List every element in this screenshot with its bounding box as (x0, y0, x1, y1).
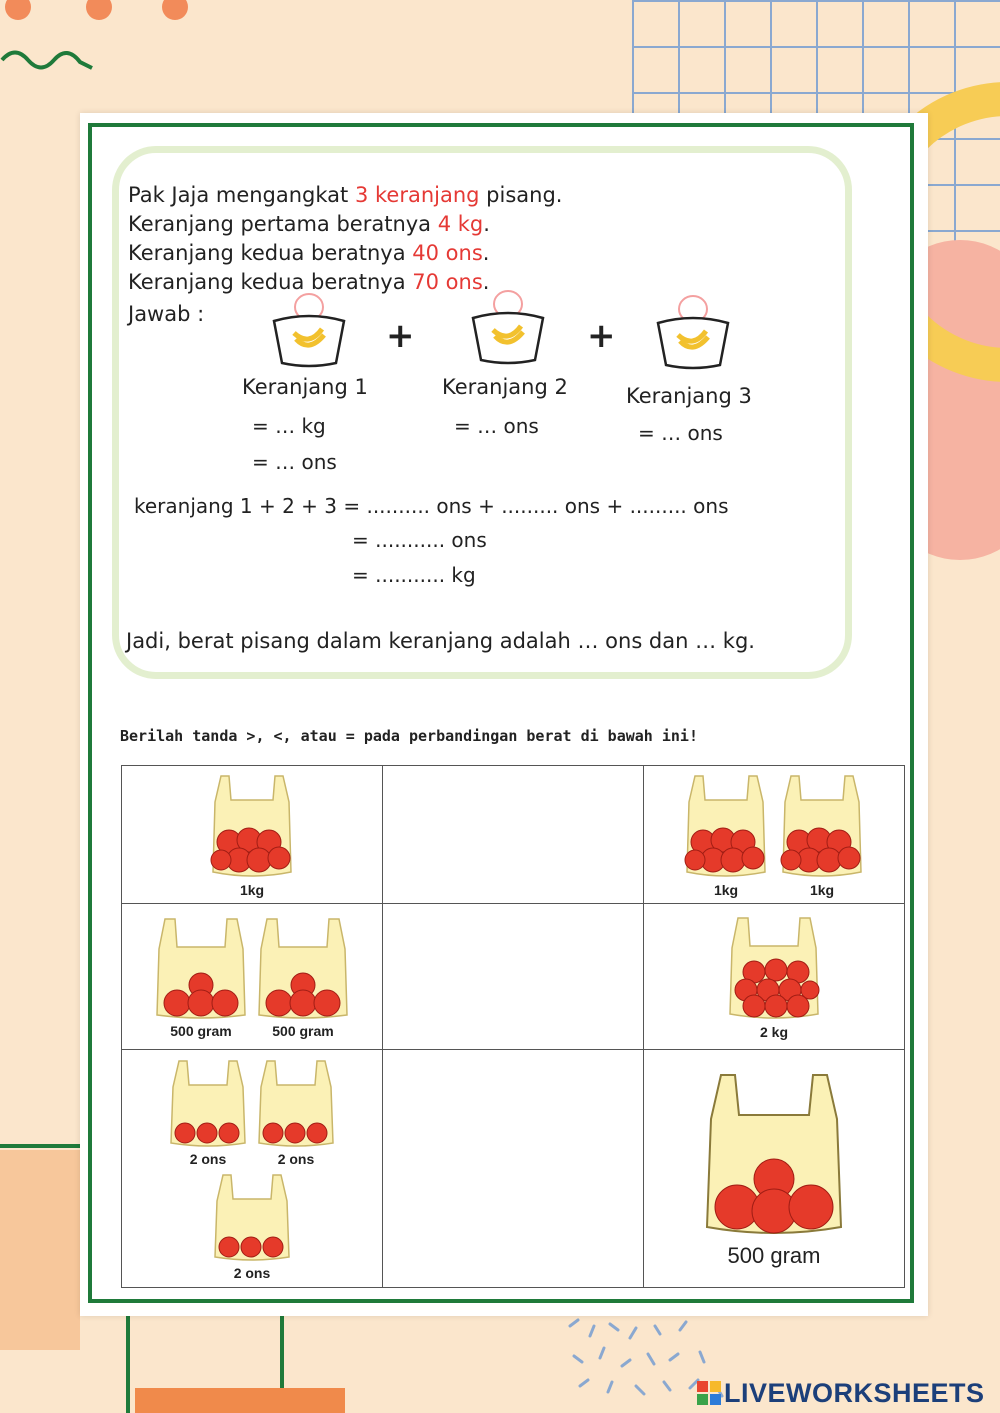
left-cell (122, 904, 383, 1050)
answer-cell[interactable] (383, 766, 644, 904)
problem-line-4: Keranjang kedua beratnya 70 ons. (128, 270, 490, 294)
tomato-bag (255, 1057, 337, 1167)
tomato-bag-icon (701, 1069, 847, 1239)
basket-2-answer: = … ons (454, 414, 539, 438)
liveworksheets-logo-icon (697, 1381, 721, 1405)
tomato-bag-icon (153, 915, 249, 1021)
bag-group (122, 1171, 382, 1281)
tomato-bag-icon (167, 1057, 249, 1149)
left-cell (122, 1050, 383, 1288)
table-row (122, 1050, 905, 1288)
tomato-bag (726, 914, 822, 1040)
tomato-bag-icon (726, 914, 822, 1022)
tomato-bag (777, 772, 867, 898)
tomato-bag-icon (681, 772, 771, 880)
bag-label: 500 gram (272, 1022, 334, 1039)
decor-rect (0, 1150, 80, 1350)
sum-kg-line: = ........... kg (352, 563, 476, 587)
right-cell (644, 1050, 905, 1288)
decor-bar (135, 1388, 345, 1413)
bag-group (122, 915, 382, 1039)
worksheet-page (80, 113, 928, 1316)
bag-label: 1kg (713, 881, 739, 898)
bag-label: 500 gram (727, 1242, 821, 1268)
sum-ons-line: = ........... ons (352, 528, 487, 552)
banana-basket-icon (648, 293, 738, 373)
sum-line: keranjang 1 + 2 + 3 = .......... ons + ......... ons + ......... ons (134, 494, 729, 518)
tomato-bag (153, 915, 249, 1039)
tomato-bag-icon (211, 1171, 293, 1263)
table-row (122, 904, 905, 1050)
basket-3-answer: = … ons (638, 421, 723, 445)
tomato-bag (255, 915, 351, 1039)
comparison-table (121, 765, 905, 1288)
bag-label: 1kg (239, 881, 265, 898)
basket-1-answer-ons: = … ons (252, 450, 337, 474)
bag-label: 2 kg (759, 1023, 788, 1040)
left-cell (122, 766, 383, 904)
banana-basket-icon (463, 288, 553, 368)
bag-label: 2 ons (233, 1264, 271, 1281)
bag-group (122, 1057, 382, 1167)
tomato-bag (207, 772, 297, 898)
tomato-bag (681, 772, 771, 898)
decor-dot (5, 0, 31, 20)
decor-dot (162, 0, 188, 20)
problem-line-1: Pak Jaja mengangkat 3 keranjang pisang. (128, 183, 563, 207)
tomato-bag (211, 1171, 293, 1281)
conclusion-line: Jadi, berat pisang dalam keranjang adalah … ons dan … kg. (126, 629, 755, 653)
bag-label: 1kg (809, 881, 835, 898)
tomato-bag-icon (777, 772, 867, 880)
plus-sign: + (587, 316, 616, 356)
plus-sign: + (386, 316, 415, 356)
liveworksheets-logo[interactable]: LIVEWORKSHEETS (724, 1378, 985, 1408)
tomato-bag-icon (255, 1057, 337, 1149)
problem-line-2: Keranjang pertama beratnya 4 kg. (128, 212, 490, 236)
basket-1-label: Keranjang 1 (242, 375, 368, 399)
basket-1-answer-kg: = … kg (252, 414, 326, 438)
tomato-bag (167, 1057, 249, 1167)
basket-3-label: Keranjang 3 (626, 384, 752, 408)
decor-squiggle (0, 40, 100, 80)
right-cell (644, 904, 905, 1050)
decor-line (126, 1316, 130, 1413)
tomato-bag (701, 1069, 847, 1269)
bag-label: 2 ons (189, 1150, 227, 1167)
bag-group (122, 772, 382, 898)
problem-line-3: Keranjang kedua beratnya 40 ons. (128, 241, 490, 265)
comparison-instruction: Berilah tanda >, <, atau = pada perbandingan berat di bawah ini! (120, 727, 698, 745)
jawab-label: Jawab : (128, 302, 205, 326)
basket-2-label: Keranjang 2 (442, 375, 568, 399)
bag-label: 500 gram (170, 1022, 232, 1039)
table-row (122, 766, 905, 904)
bag-group (644, 1069, 904, 1269)
bag-label: 2 ons (277, 1150, 315, 1167)
bag-group (644, 772, 904, 898)
tomato-bag-icon (207, 772, 297, 880)
decor-dot (86, 0, 112, 20)
tomato-bag-icon (255, 915, 351, 1021)
answer-cell[interactable] (383, 904, 644, 1050)
bag-group (644, 914, 904, 1040)
decor-line (0, 1144, 80, 1148)
right-cell (644, 766, 905, 904)
banana-basket-icon (264, 291, 354, 371)
answer-cell[interactable] (383, 1050, 644, 1288)
